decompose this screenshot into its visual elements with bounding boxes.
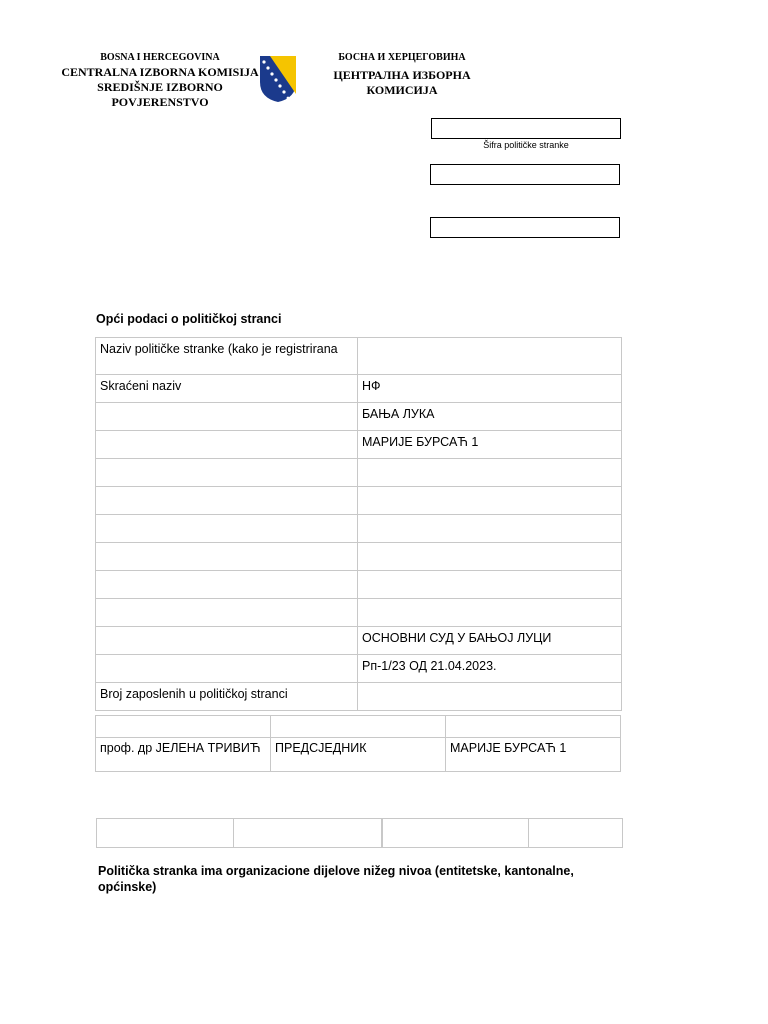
row-label <box>96 431 358 459</box>
row-label <box>96 487 358 515</box>
row-label: Naziv političke stranke (kako je registrirana <box>96 338 358 375</box>
row-value[interactable]: ОСНОВНИ СУД У БАЊОЈ ЛУЦИ <box>358 627 622 655</box>
table-row <box>96 655 622 683</box>
table-row <box>96 403 622 431</box>
row-value[interactable] <box>358 571 622 599</box>
table-row <box>96 543 622 571</box>
row-label <box>96 571 358 599</box>
row-value[interactable]: НФ <box>358 375 622 403</box>
table-row <box>96 627 622 655</box>
table-row <box>96 599 622 627</box>
row-label <box>96 543 358 571</box>
header-latin <box>60 52 260 110</box>
table-row <box>96 459 622 487</box>
coat-of-arms-icon <box>258 54 298 104</box>
row-value[interactable]: БАЊА ЛУКА <box>358 403 622 431</box>
header-cell <box>271 716 446 738</box>
row-value[interactable] <box>358 515 622 543</box>
sub-organizations-question: Politička stranka ima organizacione dijelove nižeg nivoa (entitetske, kantonalne, općinske) <box>98 864 574 894</box>
party-code-caption: Šifra političke stranke <box>483 140 569 150</box>
row-label <box>96 599 358 627</box>
table-header-row <box>96 716 621 738</box>
table-row <box>96 515 622 543</box>
commission-name-croatian: SREDIŠNJE IZBORNO POVJERENSTVO <box>97 79 223 109</box>
table-row <box>96 738 621 772</box>
representative-address[interactable]: МАРИЈЕ БУРСАЋ 1 <box>446 738 621 772</box>
header-cell <box>96 716 271 738</box>
table-row <box>96 683 622 711</box>
row-label <box>96 403 358 431</box>
row-value[interactable]: Рп-1/23 ОД 21.04.2023. <box>358 655 622 683</box>
country-name-latin: BOSNA I HERCEGOVINA <box>100 52 220 63</box>
table-cell[interactable] <box>382 819 529 848</box>
row-label <box>96 459 358 487</box>
country-name-cyrillic: БОСНА И ХЕРЦЕГОВИНА <box>338 52 466 63</box>
row-value[interactable]: МАРИЈЕ БУРСАЋ 1 <box>358 431 622 459</box>
representative-function[interactable]: ПРЕДСЈЕДНИК <box>271 738 446 772</box>
representative-name[interactable]: проф. др ЈЕЛЕНА ТРИВИЋ <box>96 738 271 772</box>
code-box-3[interactable] <box>430 217 620 238</box>
table-row <box>96 338 622 375</box>
row-value[interactable] <box>358 543 622 571</box>
row-value[interactable] <box>358 599 622 627</box>
row-value[interactable] <box>358 487 622 515</box>
table-row <box>96 375 622 403</box>
code-box-2[interactable] <box>430 164 620 185</box>
general-data-table <box>95 337 622 711</box>
table-row <box>96 487 622 515</box>
small-table <box>96 818 623 848</box>
row-label <box>96 627 358 655</box>
commission-name-latin: CENTRALNA IZBORNA KOMISIJA <box>61 64 259 79</box>
table-cell[interactable] <box>234 819 382 848</box>
row-value[interactable] <box>358 338 622 375</box>
row-value[interactable] <box>358 459 622 487</box>
header-cyrillic <box>302 52 502 98</box>
row-value[interactable] <box>358 683 622 711</box>
representative-table <box>95 715 621 772</box>
table-row <box>97 819 623 848</box>
general-data-title: Opći podaci o političkoj stranci <box>96 312 282 326</box>
table-cell[interactable] <box>529 819 623 848</box>
row-label <box>96 515 358 543</box>
table-row <box>96 431 622 459</box>
table-cell[interactable] <box>97 819 234 848</box>
row-label: Broj zaposlenih u političkoj stranci <box>96 683 358 711</box>
row-label <box>96 655 358 683</box>
commission-name-cyrillic: ЦЕНТРАЛНА ИЗБОРНА КОМИСИЈА <box>333 67 471 97</box>
table-row <box>96 571 622 599</box>
party-code-box[interactable] <box>431 118 621 139</box>
header-cell <box>446 716 621 738</box>
row-label: Skraćeni naziv <box>96 375 358 403</box>
